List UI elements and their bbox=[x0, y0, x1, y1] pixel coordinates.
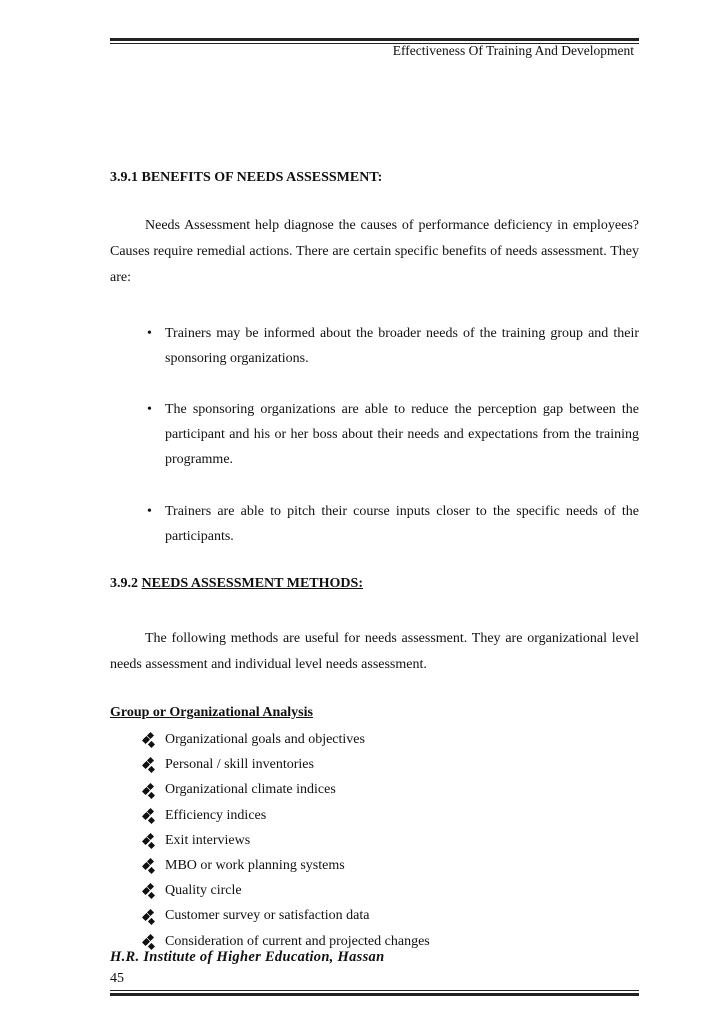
list-item-text: Consideration of current and projected changes bbox=[165, 933, 430, 949]
list-item bbox=[145, 878, 430, 903]
list-item bbox=[145, 752, 430, 777]
list-item bbox=[145, 727, 430, 752]
diamond-bullet-icon bbox=[145, 810, 156, 821]
diamond-bullet-icon bbox=[145, 885, 156, 896]
list-item-text: Trainers may be informed about the broader needs of the training group and their sponsoring organizations. bbox=[165, 326, 639, 366]
list-item bbox=[110, 321, 639, 371]
list-item-text: MBO or work planning systems bbox=[165, 858, 345, 874]
list-item-text: Organizational goals and objectives bbox=[165, 732, 365, 747]
running-header: Effectiveness Of Training And Development bbox=[392, 43, 634, 58]
list-item bbox=[145, 803, 430, 828]
footer-rule-thin bbox=[110, 990, 639, 991]
footer-rule-thick bbox=[110, 993, 639, 996]
subheading-group-analysis: Group or Organizational Analysis bbox=[110, 705, 313, 720]
header-rule-thick bbox=[110, 38, 639, 41]
diamond-bullet-icon bbox=[145, 936, 156, 947]
bullet-icon: • bbox=[147, 402, 152, 417]
diamond-bullet-icon bbox=[145, 759, 156, 770]
list-item-text: Efficiency indices bbox=[165, 807, 267, 823]
list-item-text: Personal / skill inventories bbox=[165, 757, 314, 773]
diamond-bullet-icon bbox=[145, 860, 156, 871]
list-item bbox=[145, 853, 430, 878]
diamond-bullet-icon bbox=[145, 911, 156, 922]
list-item-text: Quality circle bbox=[165, 883, 242, 899]
list-item bbox=[110, 397, 639, 472]
list-item-text: Customer survey or satisfaction data bbox=[165, 908, 370, 924]
page-number: 45 bbox=[110, 971, 124, 986]
section-heading-number: 3.9.2 bbox=[110, 576, 138, 591]
section-heading-text: NEEDS ASSESSMENT METHODS: bbox=[141, 576, 363, 591]
bullet-icon: • bbox=[147, 504, 152, 519]
diamond-bullet-icon bbox=[145, 785, 156, 796]
list-item-text: The sponsoring organizations are able to reduce the perception gap between the participant and his or her boss about their needs and expectations from the training programme. bbox=[165, 402, 639, 467]
benefits-intro-paragraph: Needs Assessment help diagnose the causes of performance deficiency in employees? Causes require remedial actions. There are certain specific benefits of needs assessment. They are: bbox=[110, 218, 639, 285]
list-item-text: Organizational climate indices bbox=[165, 782, 336, 798]
section-heading-methods bbox=[110, 576, 363, 592]
diamond-bullet-icon bbox=[145, 835, 156, 846]
diamond-bullet-icon bbox=[145, 734, 156, 745]
list-item bbox=[145, 777, 430, 802]
analysis-list bbox=[145, 727, 430, 954]
bullet-icon: • bbox=[147, 326, 152, 341]
list-item bbox=[110, 499, 639, 549]
footer-institute: H.R. Institute of Higher Education, Hassan bbox=[110, 949, 385, 965]
list-item-text: Trainers are able to pitch their course inputs closer to the specific needs of the participants. bbox=[165, 504, 639, 544]
list-item bbox=[145, 903, 430, 928]
methods-intro-paragraph: The following methods are useful for needs assessment. They are organizational level needs assessment and individual level needs assessment. bbox=[110, 631, 639, 672]
section-heading-benefits: 3.9.1 BENEFITS OF NEEDS ASSESSMENT: bbox=[110, 170, 383, 185]
list-item bbox=[145, 828, 430, 853]
list-item-text: Exit interviews bbox=[165, 832, 251, 848]
